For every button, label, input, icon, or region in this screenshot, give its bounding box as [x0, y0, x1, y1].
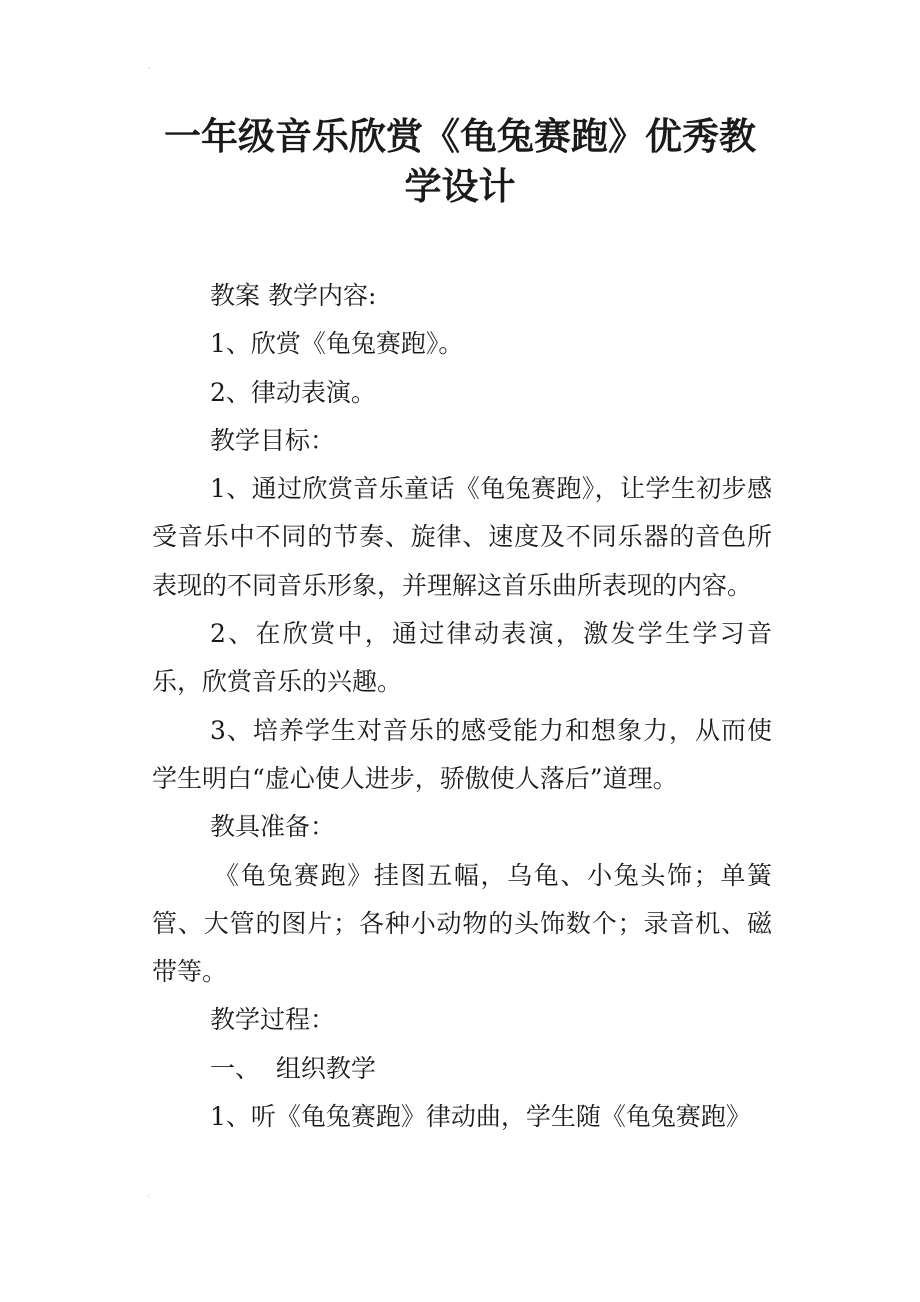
paragraph: 教案 教学内容:: [210, 281, 377, 310]
paragraph: 2、律动表演。: [210, 377, 376, 407]
paragraph: 教具准备：: [210, 812, 336, 842]
paragraph: 2、在欣赏中，通过律动表演，激发学生学习音乐，欣赏音乐的兴趣。: [152, 619, 772, 697]
paragraph: 教学过程：: [210, 1005, 336, 1035]
document-title-line-2: 学设计: [404, 165, 516, 208]
paragraph: 教学目标：: [210, 425, 336, 455]
paragraph: 《龟兔赛跑》挂图五幅，乌龟、小兔头饰；单簧管、大管的图片；各种小动物的头饰数个；录音机、磁带等。: [152, 860, 772, 987]
paragraph: 3、培养学生对音乐的感受能力和想象力，从而使学生明白“虚心使人进步，骄傲使人落后”道理。: [152, 715, 772, 793]
document-body: [152, 272, 772, 1141]
section-heading: 一、 组织教学: [210, 1053, 376, 1083]
paragraph: 1、欣赏《龟兔赛跑》。: [210, 329, 464, 359]
corner-mark-top: ·: [148, 64, 151, 74]
document-title-line-1: 一年级音乐欣赏《龟兔赛跑》优秀教: [164, 115, 756, 158]
paragraph: 1、通过欣赏音乐童话《龟兔赛跑》，让学生初步感受音乐中不同的节奏、旋律、速度及不同乐器的音色所表现的不同音乐形象，并理解这首乐曲所表现的内容。: [152, 474, 772, 600]
paragraph: 1、听《龟兔赛跑》律动曲，学生随《龟兔赛跑》: [210, 1102, 751, 1132]
corner-mark-bottom: ⁖: [146, 1192, 152, 1202]
